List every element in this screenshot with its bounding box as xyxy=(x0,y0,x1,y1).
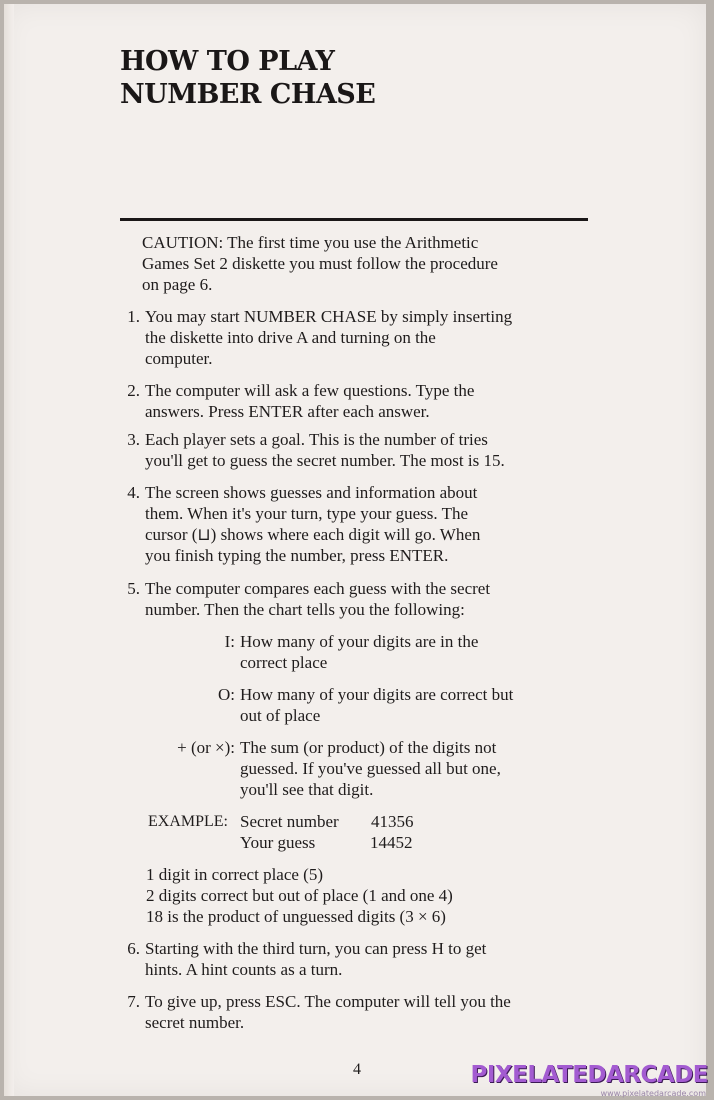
result-line: 18 is the product of unguessed digits (3 × 6) xyxy=(146,907,446,926)
caution-line: Games Set 2 diskette you must follow the procedure xyxy=(142,254,498,273)
instruction-item-7 xyxy=(112,991,612,1033)
definition-line: you'll see that digit. xyxy=(240,780,374,799)
item-line: The computer compares each guess with the secret xyxy=(145,579,491,598)
item-line: Each player sets a goal. This is the number of tries xyxy=(145,430,488,449)
item-line: The screen shows guesses and information about xyxy=(145,483,478,502)
instruction-item-6 xyxy=(112,938,612,980)
caution-note xyxy=(142,232,622,295)
item-number: 5. xyxy=(127,579,140,598)
watermark-url: www.pixelatedarcade.com xyxy=(600,1089,706,1098)
definition-term: I: xyxy=(224,632,235,651)
result-line: 1 digit in correct place (5) xyxy=(146,865,324,884)
page-title xyxy=(120,45,375,111)
item-number: 6. xyxy=(127,939,140,958)
example-results xyxy=(146,864,453,927)
page-number: 4 xyxy=(353,1061,361,1078)
definition-o xyxy=(142,684,612,726)
item-line: answers. Press ENTER after each answer. xyxy=(145,402,430,421)
definition-line: out of place xyxy=(240,706,321,725)
item-line: To give up, press ESC. The computer will tell you the xyxy=(145,992,511,1011)
item-number: 4. xyxy=(127,483,140,502)
definition-sum-product xyxy=(142,737,612,800)
definition-line: How many of your digits are in the xyxy=(240,632,479,651)
item-line: the diskette into drive A and turning on the xyxy=(145,328,436,347)
item-line: you finish typing the number, press ENTER. xyxy=(145,546,449,565)
item-line: cursor (⊔) shows where each digit will go. When xyxy=(145,525,481,544)
watermark-logo: PIXELATEDARCADE xyxy=(470,1062,708,1088)
secret-number-value: 41356 xyxy=(371,812,414,831)
item-line: Starting with the third turn, you can press H to get xyxy=(145,939,487,958)
your-guess-value: 14452 xyxy=(370,833,413,852)
item-number: 2. xyxy=(127,381,140,400)
secret-number-label: Secret number xyxy=(240,812,339,831)
item-line: You may start NUMBER CHASE by simply inserting xyxy=(145,307,513,326)
title-line-1: HOW TO PLAY xyxy=(120,46,335,77)
caution-line: on page 6. xyxy=(142,275,213,294)
definition-line: How many of your digits are correct but xyxy=(240,685,514,704)
example-label: EXAMPLE: xyxy=(148,813,228,830)
item-number: 3. xyxy=(127,430,140,449)
title-line-2: NUMBER CHASE xyxy=(120,79,376,110)
caution-line: CAUTION: The first time you use the Arithmetic xyxy=(142,233,479,252)
item-line: computer. xyxy=(145,349,213,368)
page-spine-shadow xyxy=(4,4,14,1096)
definition-line: The sum (or product) of the digits not xyxy=(240,738,497,757)
item-line: number. Then the chart tells you the following: xyxy=(145,600,465,619)
definition-line: guessed. If you've guessed all but one, xyxy=(240,759,501,778)
title-divider xyxy=(120,218,588,221)
instruction-item-1 xyxy=(112,306,612,369)
definition-line: correct place xyxy=(240,653,328,672)
your-guess-label: Your guess xyxy=(240,833,316,852)
instruction-item-2 xyxy=(112,380,612,422)
item-line: hints. A hint counts as a turn. xyxy=(145,960,343,979)
item-line: The computer will ask a few questions. Type the xyxy=(145,381,475,400)
definition-term: O: xyxy=(218,685,235,704)
item-number: 1. xyxy=(127,307,140,326)
item-line: them. When it's your turn, type your guess. The xyxy=(145,504,469,523)
item-number: 7. xyxy=(127,992,140,1011)
instruction-item-3 xyxy=(112,429,612,471)
item-line: you'll get to guess the secret number. The most is 15. xyxy=(145,451,505,470)
instruction-item-5 xyxy=(112,578,612,620)
result-line: 2 digits correct but out of place (1 and one 4) xyxy=(146,886,453,905)
definition-term: + (or ×): xyxy=(177,738,235,757)
definition-i xyxy=(142,631,612,673)
item-line: secret number. xyxy=(145,1013,245,1032)
instruction-item-4 xyxy=(112,482,612,566)
